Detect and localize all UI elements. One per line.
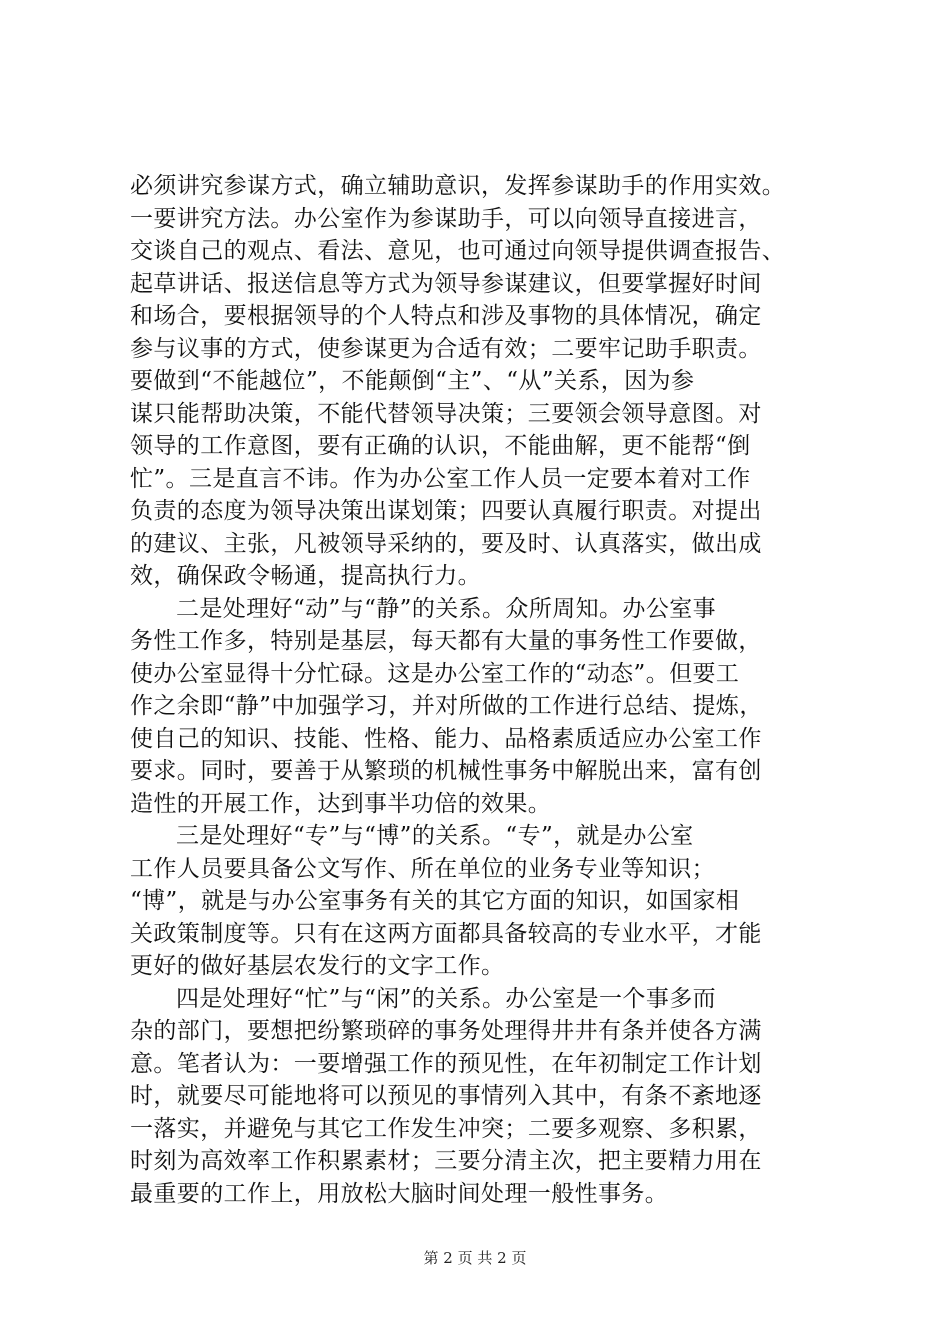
text-line: 使办公室显得十分忙碌。这是办公室工作的“动态”。但要工 [130, 660, 740, 687]
text-line: 时刻为高效率工作积累素材；三要分清主次，把主要精力用在 [130, 1148, 762, 1174]
text-line: 要做到“不能越位”，不能颠倒“主”、“从”关系，因为参 [130, 368, 695, 394]
text-line: 效，确保政令畅通，提高执行力。 [130, 563, 481, 589]
text-line: 的建议、主张，凡被领导采纳的，要及时、认真落实，做出成 [130, 530, 762, 557]
text-line: 必须讲究参谋方式，确立辅助意识，发挥参谋助手的作用实效。 [130, 173, 786, 199]
text-line: 一落实，并避免与其它工作发生冲突；二要多观察、多积累， [130, 1115, 762, 1142]
text-line: 杂的部门，要想把纷繁琐碎的事务处理得井井有条并使各方满 [130, 1018, 762, 1044]
text-line: 意。笔者认为：一要增强工作的预见性，在年初制定工作计划 [130, 1050, 762, 1077]
document-body [130, 170, 830, 1210]
text-line: 最重要的工作上，用放松大脑时间处理一般性事务。 [130, 1180, 669, 1207]
text-line: 交谈自己的观点、看法、意见，也可通过向领导提供调查报告、 [130, 238, 786, 264]
text-line: 和场合，要根据领导的个人特点和涉及事物的具体情况，确定 [130, 303, 762, 329]
text-line: 使自己的知识、技能、性格、能力、品格素质适应办公室工作 [130, 725, 762, 752]
text-line: 忙”。三是直言不讳。作为办公室工作人员一定要本着对工作 [130, 465, 751, 492]
text-line: 要求。同时，要善于从繁琐的机械性事务中解脱出来，富有创 [130, 758, 762, 784]
text-line: 关政策制度等。只有在这两方面都具备较高的专业水平，才能 [130, 920, 762, 947]
text-line: 起草讲话、报送信息等方式为领导参谋建议，但要掌握好时间 [130, 270, 762, 297]
text-line: 时，就要尽可能地将可以预见的事情列入其中，有条不紊地逐 [130, 1083, 762, 1109]
text-line: “博”，就是与办公室事务有关的其它方面的知识，如国家相 [130, 888, 740, 914]
text-line: 务性工作多，特别是基层，每天都有大量的事务性工作要做， [130, 628, 762, 654]
page-number-footer: 第 2 页 共 2 页 [423, 1249, 527, 1267]
text-line: 工作人员要具备公文写作、所在单位的业务专业等知识； [130, 855, 715, 882]
text-line: 一要讲究方法。办公室作为参谋助手，可以向领导直接进言， [130, 205, 762, 232]
text-line: 四是处理好“忙”与“闲”的关系。办公室是一个事多而 [176, 985, 717, 1012]
text-line: 作之余即“静”中加强学习，并对所做的工作进行总结、提炼， [130, 693, 763, 719]
text-line: 造性的开展工作，达到事半功倍的效果。 [130, 790, 552, 817]
text-line: 参与议事的方式，使参谋更为合适有效；二要牢记助手职责。 [130, 335, 762, 362]
text-line: 领导的工作意图，要有正确的认识，不能曲解，更不能帮“倒 [130, 433, 751, 459]
text-line: 三是处理好“专”与“博”的关系。“专”，就是办公室 [176, 823, 694, 849]
text-line: 二是处理好“动”与“静”的关系。众所周知。办公室事 [176, 595, 717, 622]
text-line: 负责的态度为领导决策出谋划策；四要认真履行职责。对提出 [130, 498, 762, 524]
text-line: 更好的做好基层农发行的文字工作。 [130, 953, 505, 979]
text-line: 谋只能帮助决策，不能代替领导决策；三要领会领导意图。对 [130, 400, 762, 427]
